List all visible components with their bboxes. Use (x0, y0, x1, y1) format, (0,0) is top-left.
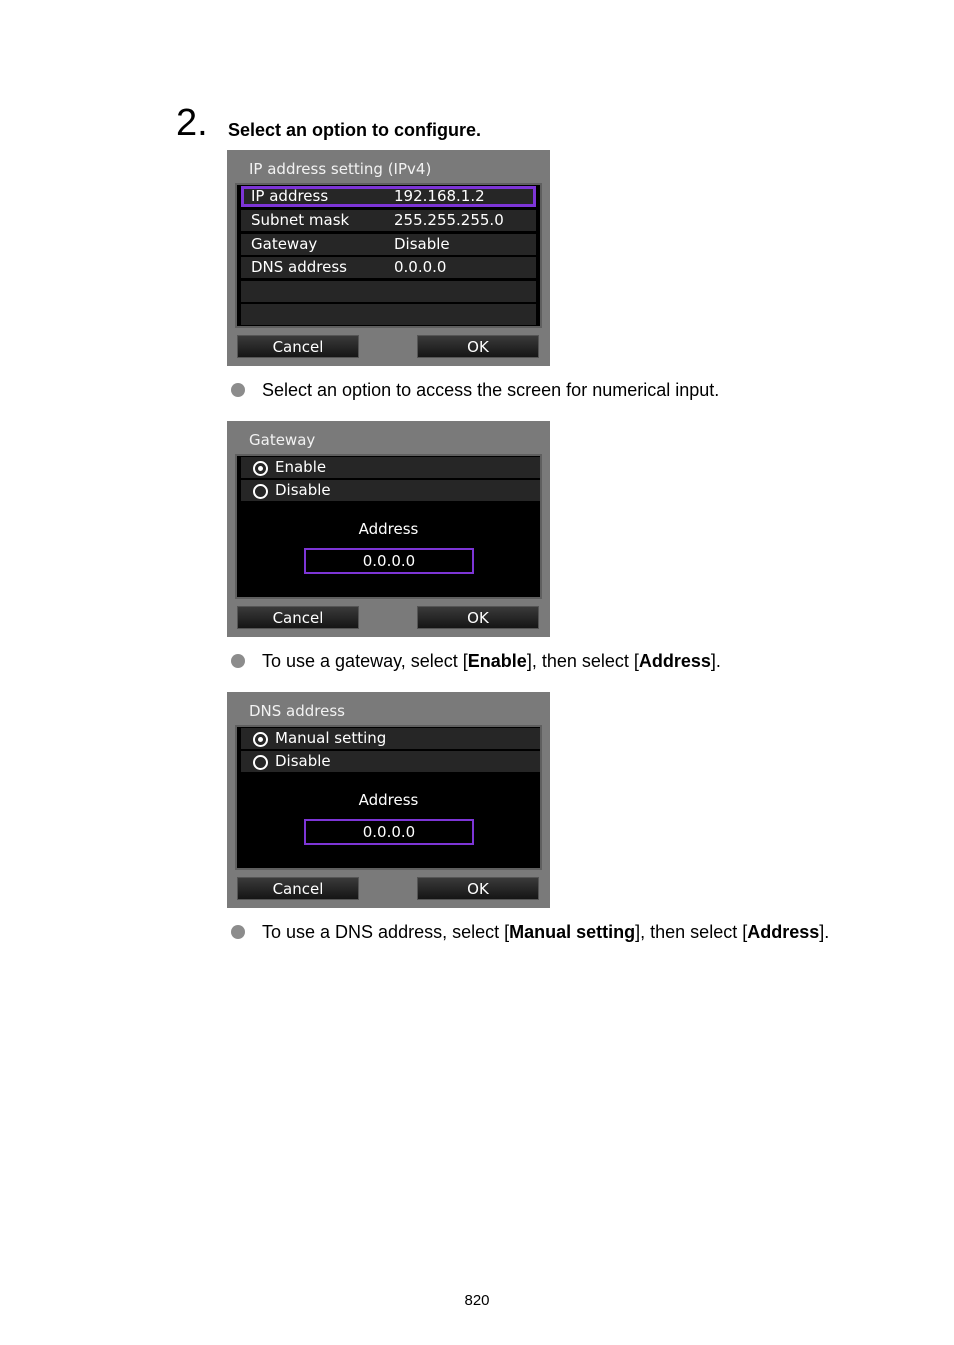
cancel-button[interactable]: Cancel (237, 606, 359, 629)
option-label: Disable (275, 481, 331, 499)
cancel-button[interactable]: Cancel (237, 335, 359, 358)
bold-term: Address (638, 651, 711, 671)
row-empty (241, 281, 536, 302)
option-label: Manual setting (275, 729, 387, 747)
bold-term: Address (747, 922, 820, 942)
radio-unselected-icon (253, 755, 268, 770)
option-label: Disable (275, 752, 331, 770)
row-subnet-mask[interactable] (241, 210, 536, 231)
text-part: ]. (710, 651, 721, 671)
ok-button[interactable]: OK (417, 606, 539, 629)
row-label: DNS address (251, 258, 347, 276)
text-part: To use a gateway, select [ (262, 651, 468, 671)
gateway-panel (235, 454, 542, 599)
option-label: Enable (275, 458, 327, 476)
page-number: 820 (464, 1292, 490, 1309)
radio-unselected-icon (253, 484, 268, 499)
radio-selected-icon (253, 732, 268, 747)
step-number: 2. (176, 102, 208, 144)
step-title: Select an option to configure. (228, 120, 482, 140)
address-label: Address (358, 520, 419, 538)
bold-term: Enable (467, 651, 527, 671)
bullet-text (262, 922, 829, 943)
row-dns-address[interactable] (241, 257, 536, 278)
row-value: Disable (394, 235, 450, 253)
row-label: Gateway (251, 235, 318, 253)
bullet-dot-icon (231, 383, 245, 397)
screen-title: DNS address (249, 702, 345, 720)
row-value: 255.255.255.0 (394, 211, 504, 229)
address-field[interactable]: 0.0.0.0 (304, 819, 474, 845)
row-ip-address[interactable] (241, 186, 536, 207)
radio-selected-icon (253, 461, 268, 476)
gateway-screen (227, 421, 550, 637)
ip-setting-screen (227, 150, 550, 366)
row-label: IP address (251, 187, 329, 205)
cancel-button[interactable]: Cancel (237, 877, 359, 900)
screen-title: IP address setting (IPv4) (249, 160, 432, 178)
option-disable[interactable] (241, 480, 540, 501)
text-part: ]. (819, 922, 830, 942)
settings-list (235, 183, 542, 328)
screen-title: Gateway (249, 431, 316, 449)
bold-term: Manual setting (509, 922, 636, 942)
text-part: ], then select [ (526, 651, 639, 671)
row-gateway[interactable] (241, 234, 536, 255)
bullet-text: Select an option to access the screen for numerical input. (262, 380, 720, 400)
text-part: ], then select [ (635, 922, 748, 942)
row-label: Subnet mask (251, 211, 350, 229)
text-part: To use a DNS address, select [ (262, 922, 510, 942)
row-value: 0.0.0.0 (394, 258, 447, 276)
option-enable[interactable] (241, 457, 540, 478)
ok-button[interactable]: OK (417, 335, 539, 358)
ok-button[interactable]: OK (417, 877, 539, 900)
address-field[interactable]: 0.0.0.0 (304, 548, 474, 574)
option-disable[interactable] (241, 751, 540, 772)
row-value: 192.168.1.2 (394, 187, 485, 205)
address-label: Address (358, 791, 419, 809)
bullet-dot-icon (231, 925, 245, 939)
dns-screen (227, 692, 550, 908)
row-empty (241, 304, 536, 325)
dns-panel (235, 725, 542, 870)
option-manual-setting[interactable] (241, 728, 540, 749)
bullet-dot-icon (231, 654, 245, 668)
bullet-text (262, 651, 721, 672)
